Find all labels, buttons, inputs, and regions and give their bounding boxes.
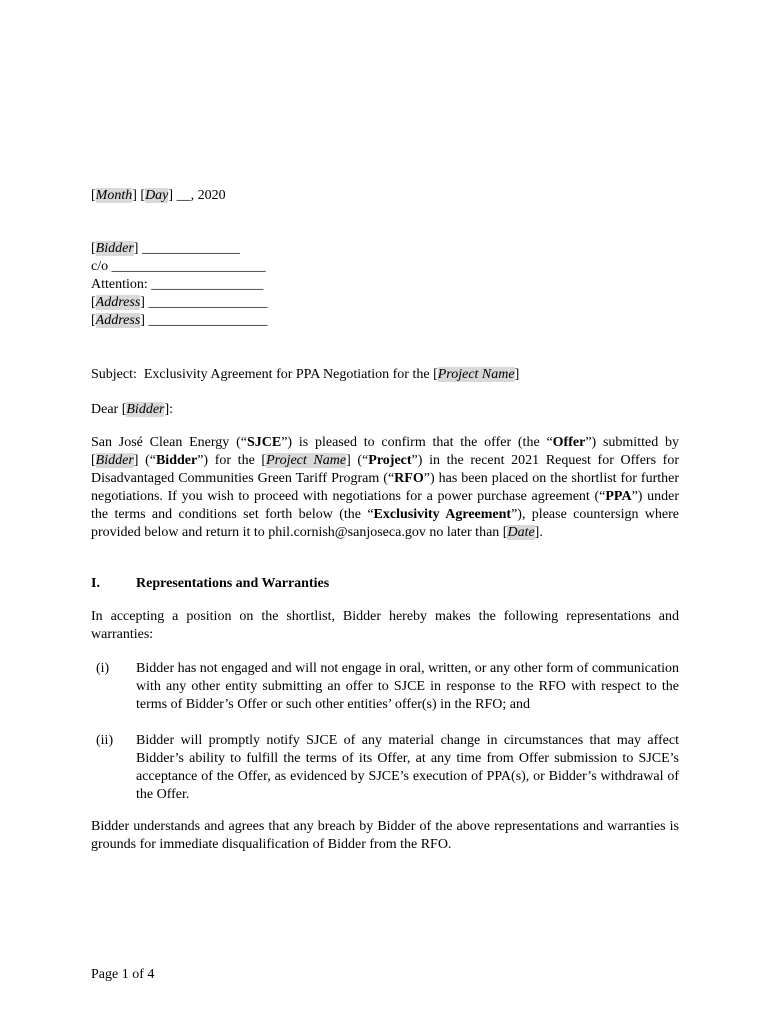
address-co-line: c/o ______________________ (91, 259, 266, 274)
term-offer: Offer (552, 435, 586, 450)
address-line-1: [Address] _________________ (91, 295, 268, 310)
address-blank-1: _________________ (144, 295, 268, 310)
intro-text-8: ”) has been placed on the shortlist for further negotiations. If you wish to proceed with negotiations for a power purchase agreement (“ (91, 471, 679, 504)
address-bidder-line: [Bidder] ______________ (91, 241, 240, 256)
address-placeholder-1: Address (95, 295, 141, 310)
item-number-2: (ii) (96, 733, 114, 748)
day-placeholder: Day (145, 188, 169, 203)
salutation-bidder: Bidder (126, 402, 165, 417)
month-placeholder: Month (95, 188, 133, 203)
intro-text-5: ”) for the [ (197, 453, 267, 468)
section-intro: In accepting a position on the shortlist, Bidder hereby makes the following representations and warranties: (91, 609, 679, 642)
term-project: Project (368, 453, 412, 468)
term-ppa: PPA (605, 489, 632, 504)
address-block (91, 240, 679, 330)
item-number-1: (i) (96, 661, 110, 676)
subject-line: Subject: Exclusivity Agreement for PPA Negotiation for the [Project Name] (91, 367, 520, 382)
subject-text: Subject: Exclusivity Agreement for PPA Negotiation for the (91, 367, 434, 382)
intro-text-1: San José Clean Energy (“ (91, 435, 247, 450)
date-rest: __, 2020 (173, 188, 226, 203)
bidder-blank: ______________ (138, 241, 240, 256)
intro-text-2: ”) is pleased to confirm that the offer (the “ (281, 435, 553, 450)
salutation-prefix: Dear (91, 402, 122, 417)
intro-text-4: ] (“ (133, 453, 156, 468)
item-text-2: Bidder will promptly notify SJCE of any material change in circumstances that may affect Bidder’s ability to fulfill the terms of its Offer, at any time from Offer submission to SJCE’s acceptance of the Offer, as evidenced by SJCE’s execution of PPA(s), or Bidder’s withdrawal of the Offer. (136, 733, 679, 802)
intro-date-placeholder: Date (507, 525, 535, 540)
intro-text-11: ]. (534, 525, 543, 540)
salutation: Dear [Bidder]: (91, 402, 174, 417)
term-sjce: SJCE (246, 435, 282, 450)
item-text-1: Bidder has not engaged and will not engage in oral, written, or any other form of communication with any other entity submitting an offer to SJCE in response to the RFO with respect to the terms of Bidder’s Offer or such other entities’ offer(s) in the RFO; and (136, 661, 679, 712)
address-attention-line: Attention: ________________ (91, 277, 264, 292)
intro-project-placeholder: Project Name (266, 453, 347, 468)
term-exclusivity-agreement: Exclusivity Agreement (373, 507, 512, 522)
project-name-placeholder: Project Name (437, 367, 515, 382)
closing-paragraph: Bidder understands and agrees that any breach by Bidder of the above representations and warranties is grounds for immediate disqualification of Bidder from the RFO. (91, 819, 679, 852)
term-rfo: RFO (394, 471, 424, 486)
intro-bidder-placeholder: Bidder (95, 453, 134, 468)
bidder-placeholder: Bidder (95, 241, 134, 256)
salutation-suffix: : (169, 402, 174, 417)
address-blank-2: _________________ (144, 313, 268, 328)
intro-text-9: ”) under the terms and conditions set forth below (the “ (91, 489, 679, 522)
page-number: Page 1 of 4 (91, 967, 155, 982)
intro-text-6: ] (“ (346, 453, 369, 468)
intro-text-3: ”) submitted by (585, 435, 679, 450)
section-number: I. (91, 576, 100, 591)
address-line-2: [Address] _________________ (91, 313, 268, 328)
intro-text-10: ”), please countersign where provided below and return it to phil.cornish@sanjoseca.gov no later than [ (91, 507, 680, 540)
address-placeholder-2: Address (95, 313, 141, 328)
intro-text-7: ”) in the recent 2021 Request for Offers for Disadvantaged Communities Green Tariff Program (“ (91, 453, 679, 486)
term-bidder: Bidder (155, 453, 198, 468)
section-title: Representations and Warranties (136, 576, 330, 591)
date-line: [Month] [Day] __, 2020 (91, 188, 226, 203)
intro-paragraph: San José Clean Energy (“SJCE”) is pleased to confirm that the offer (the “Offer”) submitted by [Bidder] (“Bidder”) for the [Project Name] (“Project”) in the recent 2021 Request for Offers for Disadvantaged Communities Green Tariff Program (“RFO”) has been placed on the shortlist for further negotiations. If you wish to proceed with negotiations for a power purchase agreement (“PPA”) under the terms and conditions set forth below (the “Exclusivity Agreement”), please countersign where provided below and return it to phil.cornish@sanjoseca.gov no later than [Date]. (91, 435, 680, 540)
